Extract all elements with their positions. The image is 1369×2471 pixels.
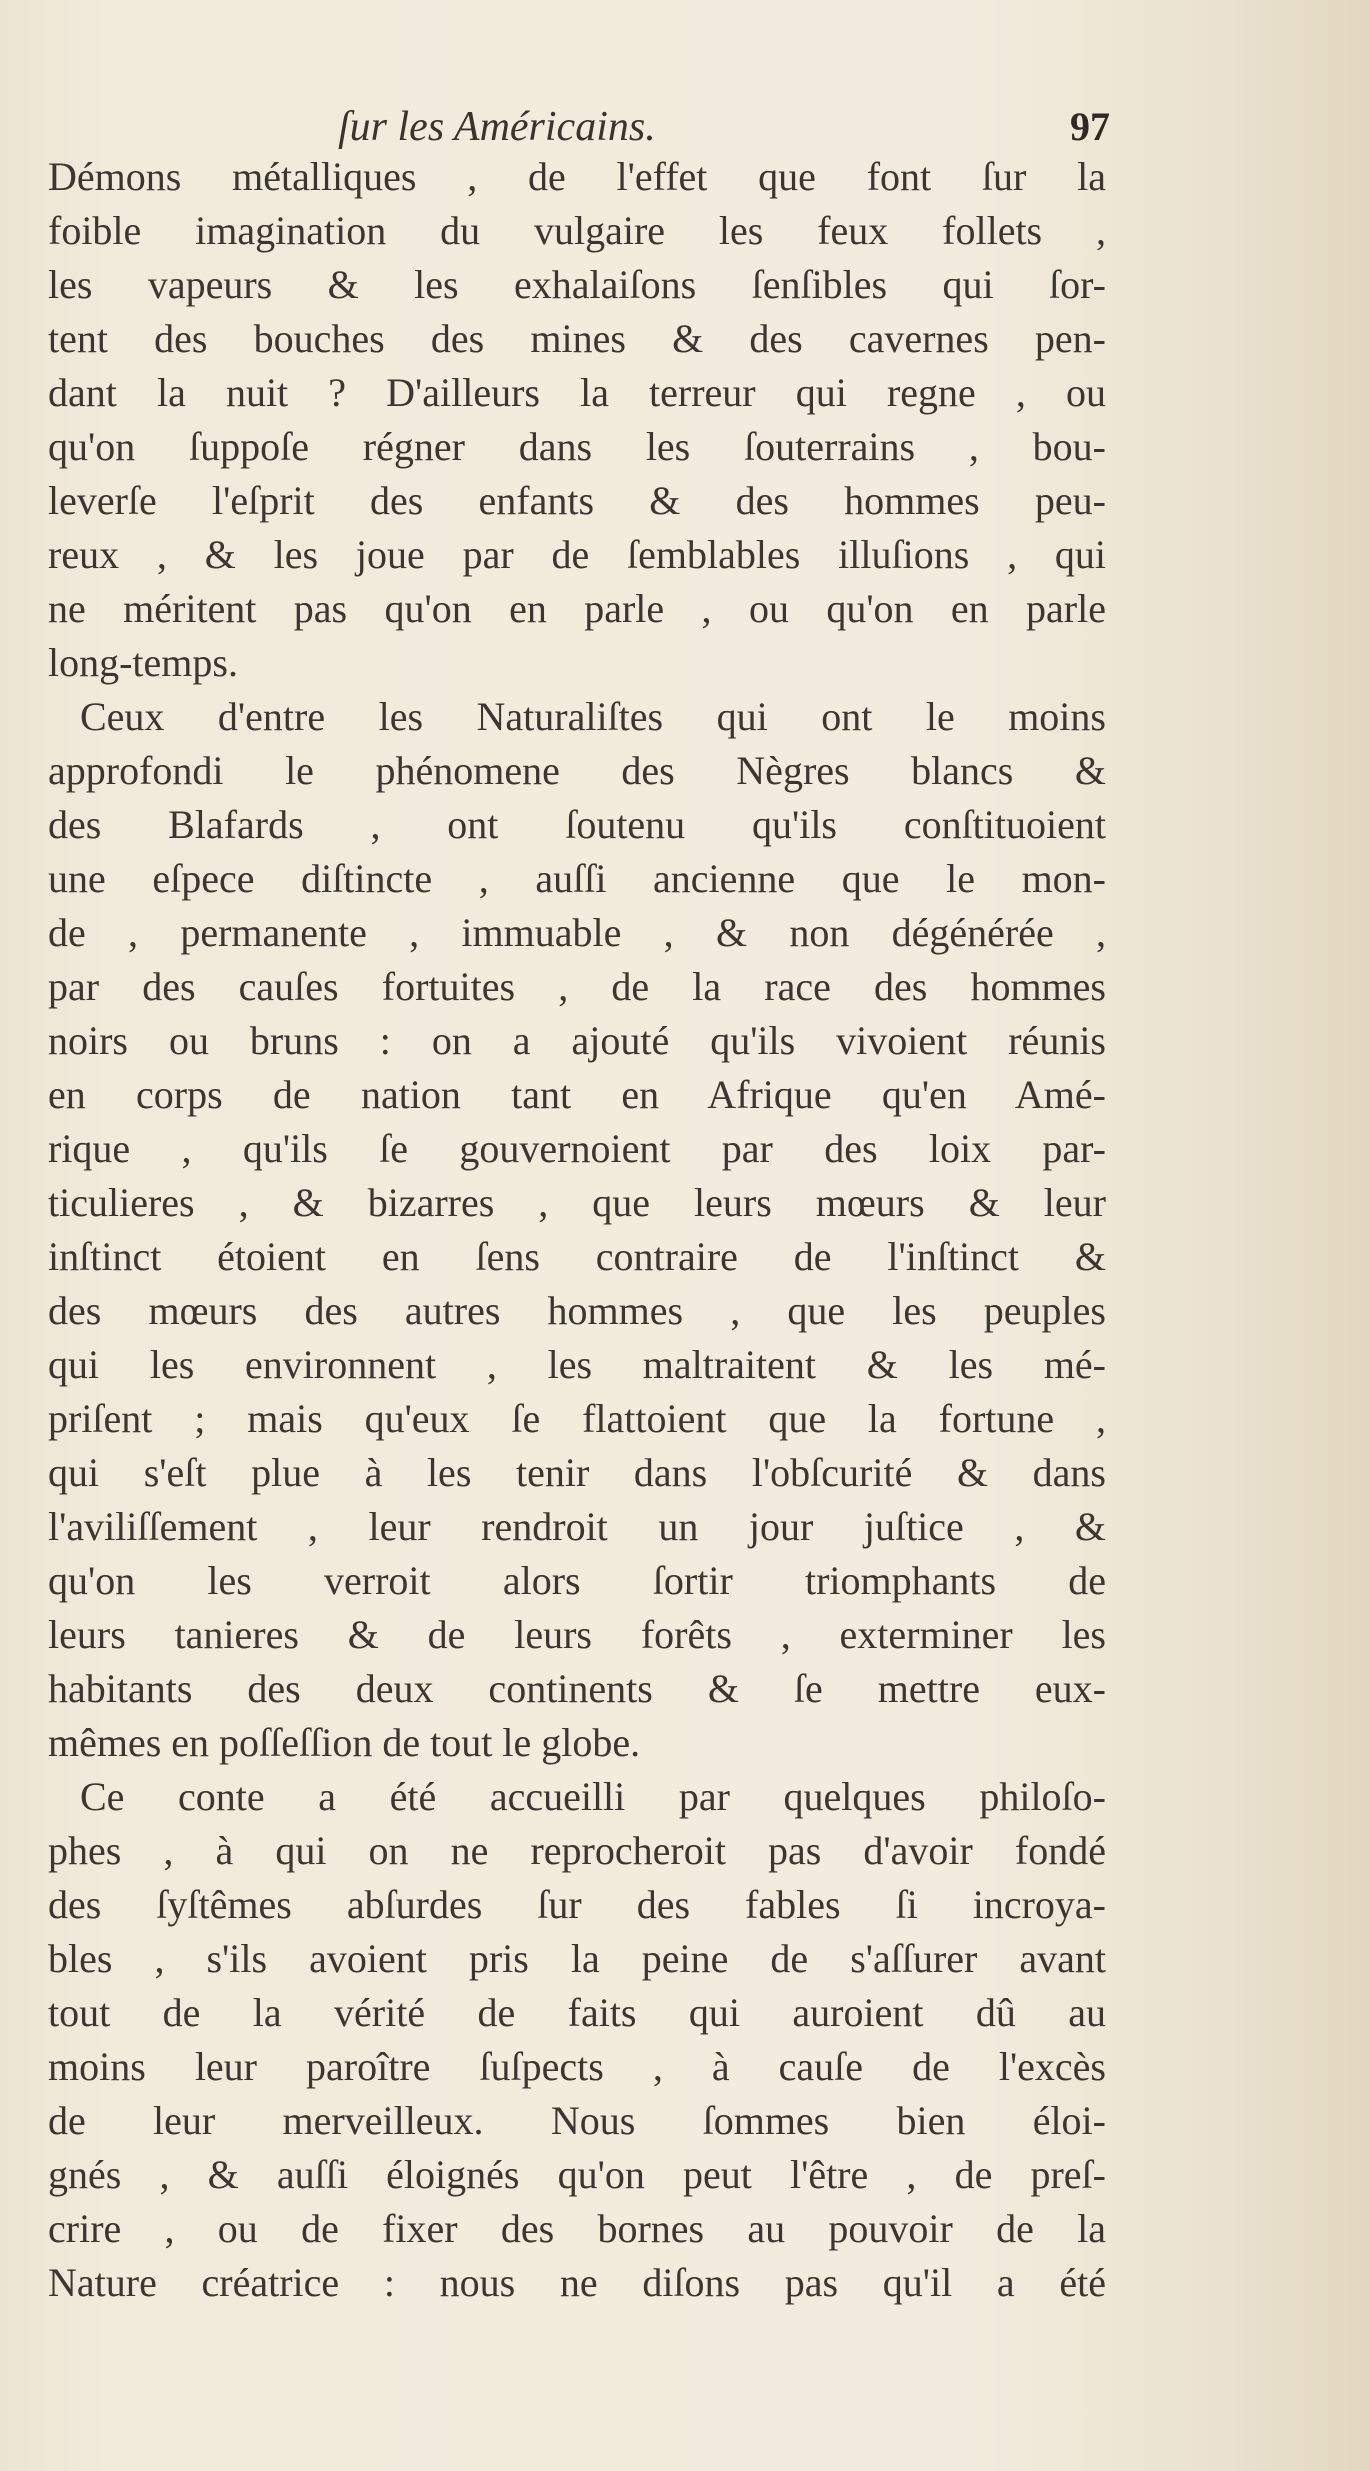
text-line: de , permanente , immuable , & non dégénérée , xyxy=(48,910,1106,955)
text-line: leurs tanieres & de leurs forêts , exterminer les xyxy=(48,1612,1106,1657)
text-line: des ſyſtêmes abſurdes ſur des fables ſi incroya- xyxy=(48,1882,1106,1927)
text-line: une eſpece diſtincte , auſſi ancienne que le mon- xyxy=(48,856,1106,901)
text-line: moins leur paroître ſuſpects , à cauſe de l'excès xyxy=(48,2044,1106,2089)
text-line: l'aviliſſement , leur rendroit un jour juſtice , & xyxy=(48,1504,1106,1549)
text-line: ne méritent pas qu'on en parle , ou qu'on en parle xyxy=(48,586,1106,631)
text-line: dant la nuit ? D'ailleurs la terreur qui regne , ou xyxy=(48,370,1106,415)
text-line: ticulieres , & bizarres , que leurs mœurs & leur xyxy=(48,1180,1106,1225)
text-line: par des cauſes fortuites , de la race des hommes xyxy=(48,964,1106,1009)
running-title: ſur les Américains. xyxy=(338,104,656,150)
text-line: de leur merveilleux. Nous ſommes bien éloi- xyxy=(48,2098,1106,2143)
text-line: rique , qu'ils ſe gouvernoient par des loix par- xyxy=(48,1126,1106,1171)
text-line: crire , ou de fixer des bornes au pouvoir de la xyxy=(48,2206,1106,2251)
text-line: approfondi le phénomene des Nègres blancs & xyxy=(48,748,1106,793)
text-line: Nature créatrice : nous ne diſons pas qu'il a été xyxy=(48,2260,1106,2305)
text-line: bles , s'ils avoient pris la peine de s'aſſurer avant xyxy=(48,1936,1106,1981)
text-line: qu'on ſuppoſe régner dans les ſouterrains , bou- xyxy=(48,424,1106,469)
text-line: des mœurs des autres hommes , que les peuples xyxy=(48,1288,1106,1333)
text-line: gnés , & auſſi éloignés qu'on peut l'être , de preſ- xyxy=(48,2152,1106,2197)
text-line: leverſe l'eſprit des enfants & des hommes peu- xyxy=(48,478,1106,523)
text-line: des Blafards , ont ſoutenu qu'ils conſtituoient xyxy=(48,802,1106,847)
page-number: 97 xyxy=(1070,104,1110,149)
text-line: priſent ; mais qu'eux ſe flattoient que la fortune , xyxy=(48,1396,1106,1441)
text-line: habitants des deux continents & ſe mettre eux- xyxy=(48,1666,1106,1711)
paragraph-end-line: mêmes en poſſeſſion de tout le globe. xyxy=(48,1720,641,1765)
body-text xyxy=(48,150,1106,2310)
paragraph-start-line: Ceux d'entre les Naturaliſtes qui ont le moins xyxy=(80,694,1106,739)
text-line: qu'on les verroit alors ſortir triomphants de xyxy=(48,1558,1106,1603)
text-line: noirs ou bruns : on a ajouté qu'ils vivoient réunis xyxy=(48,1018,1106,1063)
text-line: qui s'eſt plue à les tenir dans l'obſcurité & dans xyxy=(48,1450,1106,1495)
text-line: qui les environnent , les maltraitent & les mé- xyxy=(48,1342,1106,1387)
paragraph-end-line: long-temps. xyxy=(48,640,238,685)
text-line: foible imagination du vulgaire les feux follets , xyxy=(48,208,1106,253)
text-line: reux , & les joue par de ſemblables illuſions , qui xyxy=(48,532,1106,577)
text-line: les vapeurs & les exhalaiſons ſenſibles qui ſor- xyxy=(48,262,1106,307)
text-line: tout de la vérité de faits qui auroient dû au xyxy=(48,1990,1106,2035)
paragraph-start-line: Ce conte a été accueilli par quelques philoſo- xyxy=(80,1774,1106,1819)
text-line: Démons métalliques , de l'effet que font ſur la xyxy=(48,154,1106,199)
text-line: tent des bouches des mines & des cavernes pen- xyxy=(48,316,1106,361)
text-line: en corps de nation tant en Afrique qu'en Amé- xyxy=(48,1072,1106,1117)
page-header xyxy=(48,100,1110,154)
text-line: phes , à qui on ne reprocheroit pas d'avoir fondé xyxy=(48,1828,1106,1873)
text-line: inſtinct étoient en ſens contraire de l'inſtinct & xyxy=(48,1234,1106,1279)
